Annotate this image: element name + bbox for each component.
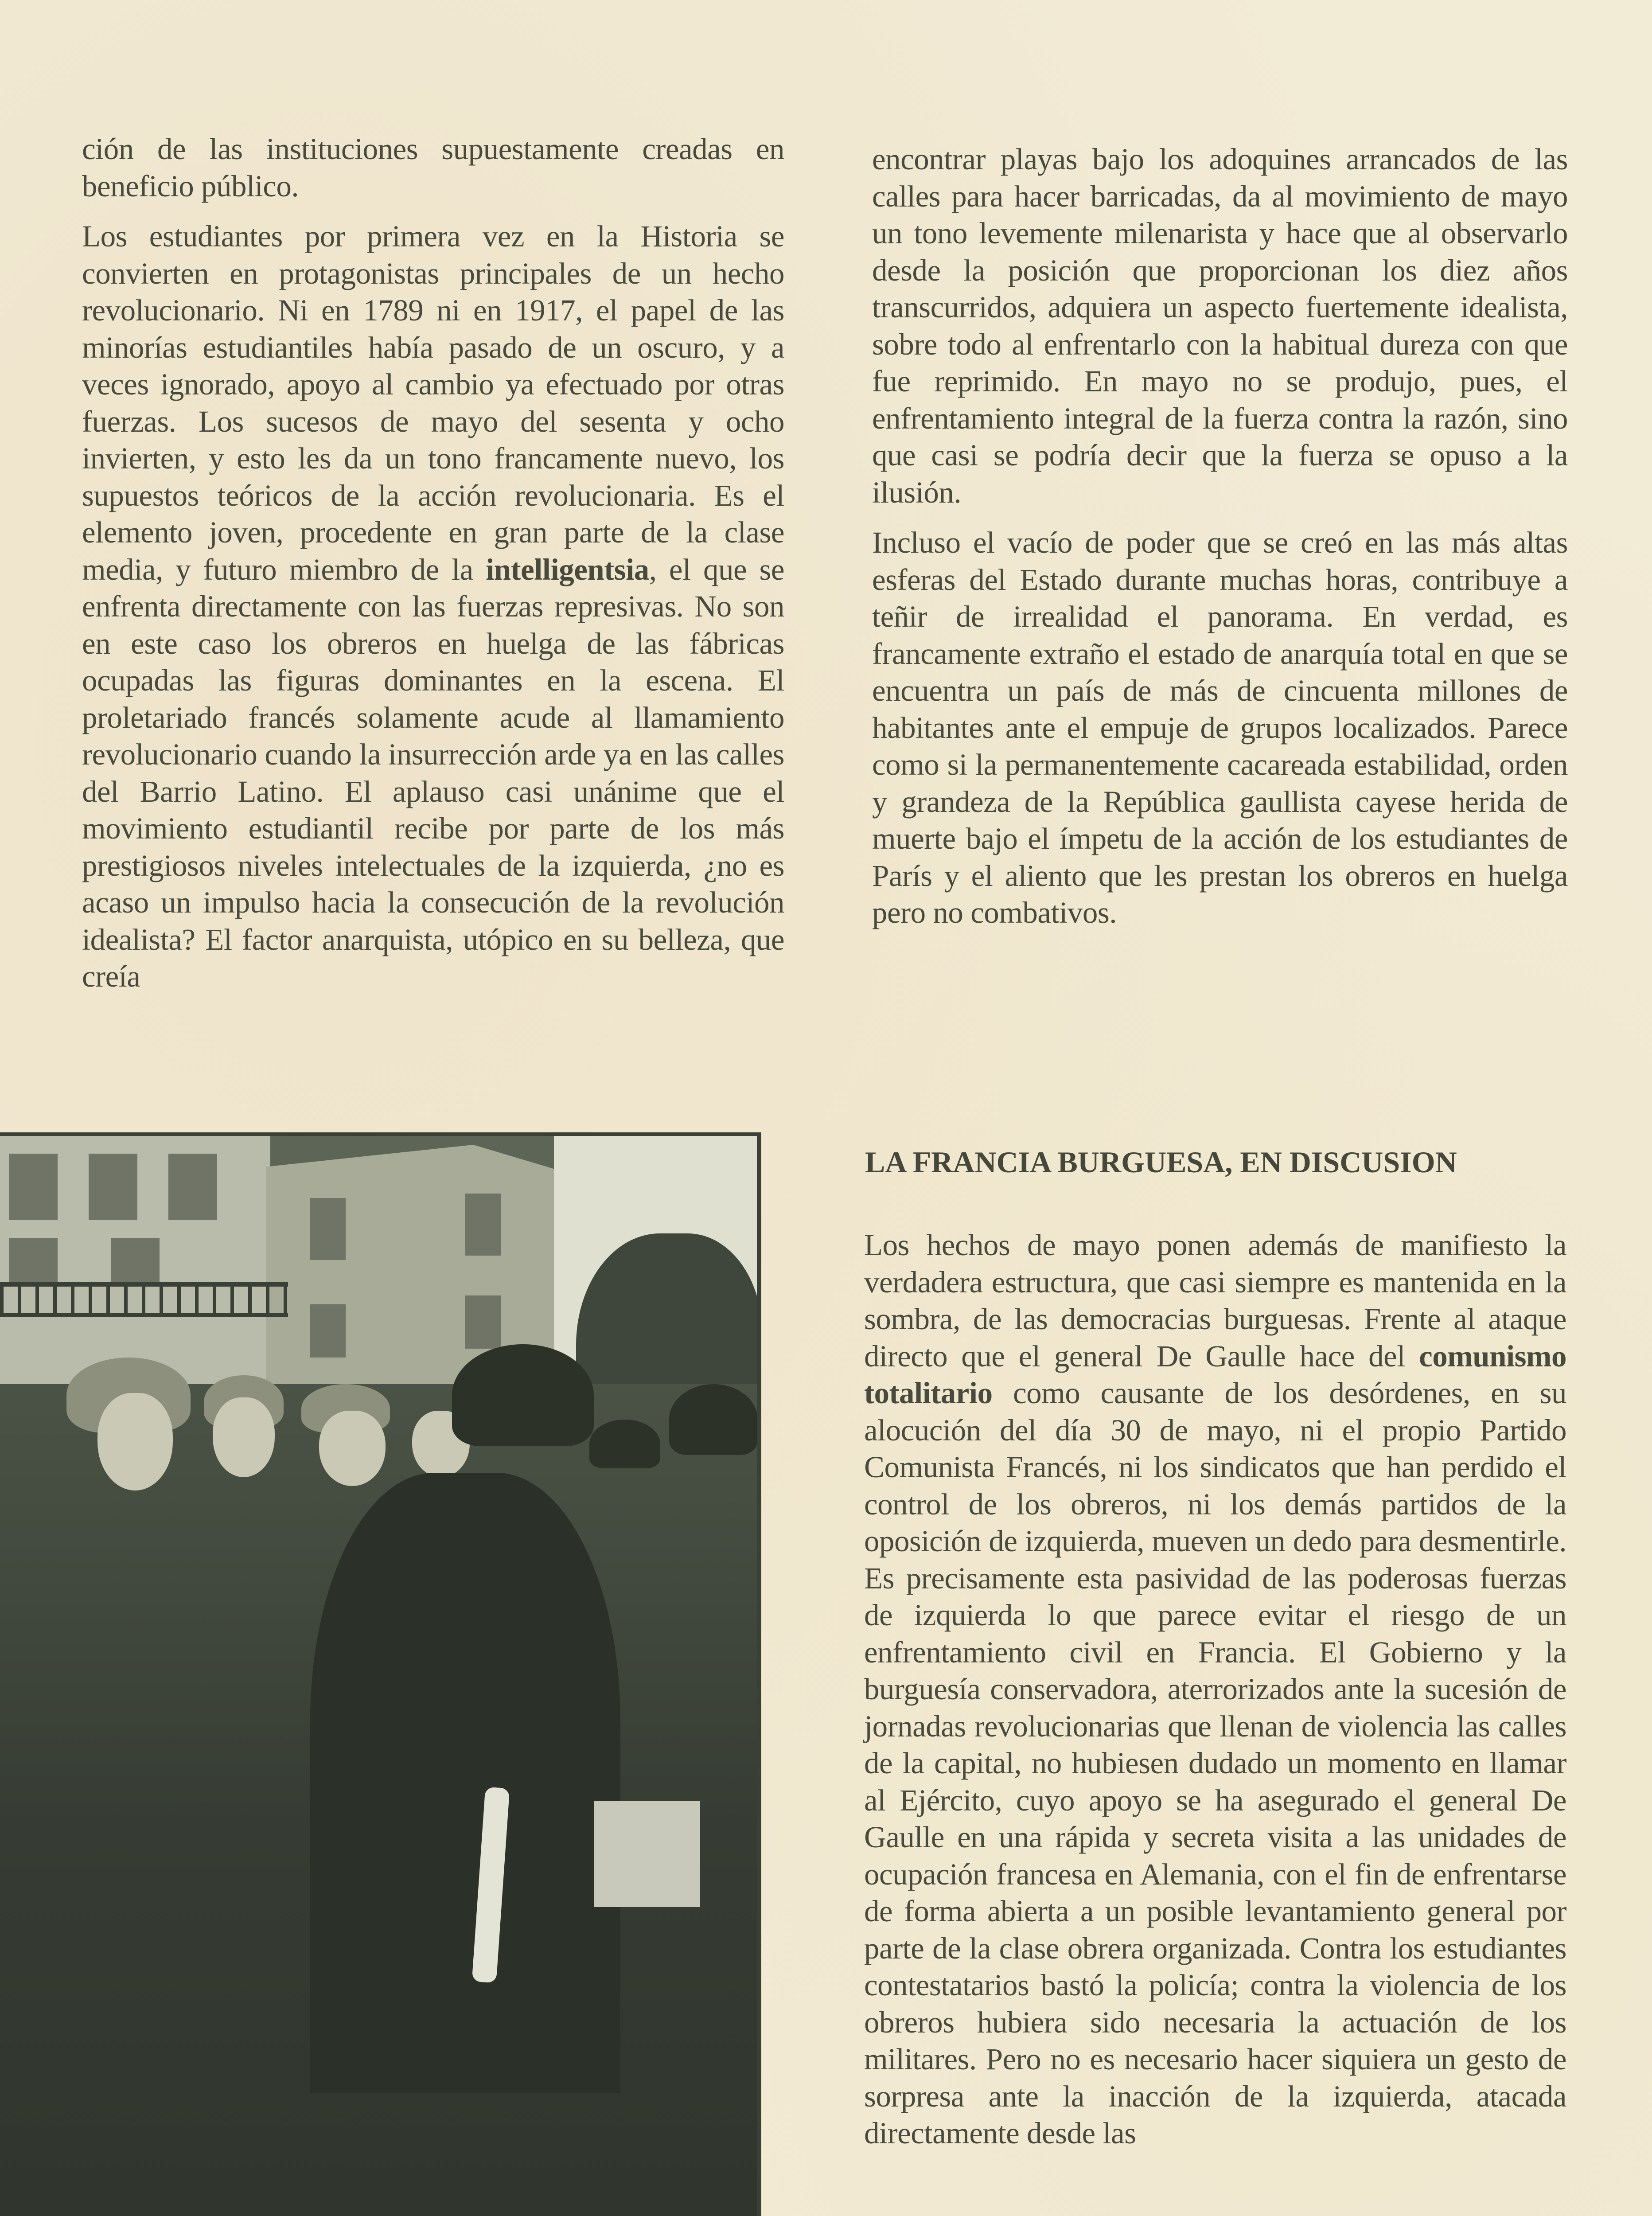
text-run: Los hechos de mayo ponen además de manifiesto la verdadera estructura, que casi siempre es mantenida en la sombra, de las democracias burguesas. Frente al ataque directo que el general De Gaulle hace del — [864, 1228, 1566, 1373]
photo-students-police — [0, 1132, 761, 2216]
photo-window — [168, 1154, 217, 1220]
photo-balcony — [0, 1282, 288, 1317]
paragraph — [872, 524, 1568, 932]
left-column — [82, 131, 784, 995]
photo-window — [310, 1198, 346, 1260]
text-run: Incluso el vacío de poder que se creó en las más altas esferas del Estado durante muchas horas, contribuye a teñir de irrealidad el panorama. En verdad, es francamente extraño el estado de anarquía total en que se encuentra un país de más de cincuenta millones de habitantes ante el empuje de grupos localizados. Parece como si la permanentemente cacareada estabilidad, orden y grandeza de la República gaullista cayese herida de muerte bajo el ímpetu de la acción de los estudiantes de París y el aliento que les prestan los obreros en huelga pero no combativos. — [872, 526, 1568, 929]
photo-police-helmet — [452, 1344, 594, 1446]
photo-window — [89, 1154, 137, 1220]
paragraph — [82, 131, 784, 205]
text-run: como causante de los desórdenes, en su alocución del día 30 de mayo, ni el propio Partido Comunista Francés, ni los sindicatos que han perdido el control de los obreros, ni los demás partidos de la oposición de izquierda, mueven un dedo para desmentirle. Es precisamente esta pasividad de las poderosas fuerzas de izquierda lo que parece evitar el riesgo de un enfrentamiento civil en Francia. El Gobierno y la burguesía conservadora, aterrorizados ante la sucesión de jornadas revolucionarias que llenan de violencia las calles de la capital, no hubiesen dudado un momento en llamar al Ejército, cuyo apoyo se ha asegurado el general De Gaulle en una rápida y secreta visita a las unidades de ocupación francesa en Alemania, con el fin de enfrentarse de forma abierta a un posible levantamiento general por parte de la clase obrera organizada. Contra los estudiantes contestatarios bastó la policía; contra la violencia de los obreros hubiera sido necesaria la actuación de los militares. Pero no es necesario hacer siquiera un gesto de sorpresa ante la inacción de la izquierda, atacada directamente desde las — [864, 1376, 1566, 2150]
photo-police-helmet — [589, 1420, 660, 1468]
photo-police-helmet — [669, 1384, 758, 1455]
photo-window — [465, 1194, 501, 1256]
photo-police-coat — [310, 1473, 620, 2093]
photo-window — [310, 1304, 346, 1358]
paragraph — [872, 141, 1568, 511]
bold-term: intelligentsia — [486, 552, 649, 586]
photo-person-face — [97, 1393, 173, 1490]
right-column-bottom — [864, 1227, 1566, 2152]
photo-window — [465, 1295, 501, 1349]
text-run: , el que se enfrenta directamente con las fuerzas represivas. No son en este caso los obreros en huelga de las fábricas ocupadas las figuras dominantes en la escena. El proletariado francés solamente acude al llamamiento revolucionario cuando la insurrección arde ya en las calles del Barrio Latino. El aplauso casi unánime que el movimiento estudiantil recibe por parte de los más prestigiosos niveles intelectuales de la izquierda, ¿no es acaso un impulso hacia la consecución de la revolución idealista? El factor anarquista, utópico en su belleza, que creía — [82, 552, 784, 993]
photo-window — [9, 1238, 58, 1282]
right-column-top — [872, 141, 1568, 932]
paragraph — [864, 1227, 1566, 2152]
text-run: encontrar playas bajo los adoquines arrancados de las calles para hacer barricadas, da al movimiento de mayo un tono levemente milenarista y hace que al observarlo desde la posición que proporcionan los diez años transcurridos, adquiera un aspecto fuertemente idealista, sobre todo al enfrentarlo con la habitual dureza con que fue reprimido. En mayo no se produjo, pues, el enfrentamiento integral de la fuerza contra la razón, sino que casi se podría decir que la fuerza se opuso a la ilusión. — [872, 142, 1568, 509]
bold-term: comunismo totalitario — [864, 1339, 1566, 1410]
photo-equipment — [594, 1801, 700, 1907]
section-heading: LA FRANCIA BURGUESA, EN DISCUSION — [865, 1145, 1457, 1179]
text-run: Los estudiantes por primera vez en la Historia se convierten en protagonistas principales de un hecho revolucionario. Ni en 1789 ni en 1917, el papel de las minorías estudiantiles había pasado de un oscuro, y a veces ignorado, apoyo al cambio ya efectuado por otras fuerzas. Los sucesos de mayo del sesenta y ocho invierten, y esto les da un tono francamente nuevo, los supuestos teóricos de la acción revolucionaria. Es el elemento joven, procedente en gran parte de la clase media, y futuro miembro de la — [82, 219, 784, 586]
photo-person-face — [213, 1397, 275, 1477]
paragraph — [82, 218, 784, 995]
photo-window — [9, 1154, 58, 1220]
photo-person-face — [319, 1411, 386, 1486]
photo-window — [111, 1238, 160, 1282]
text-run: ción de las instituciones supuestamente creadas en beneficio público. — [82, 132, 784, 203]
